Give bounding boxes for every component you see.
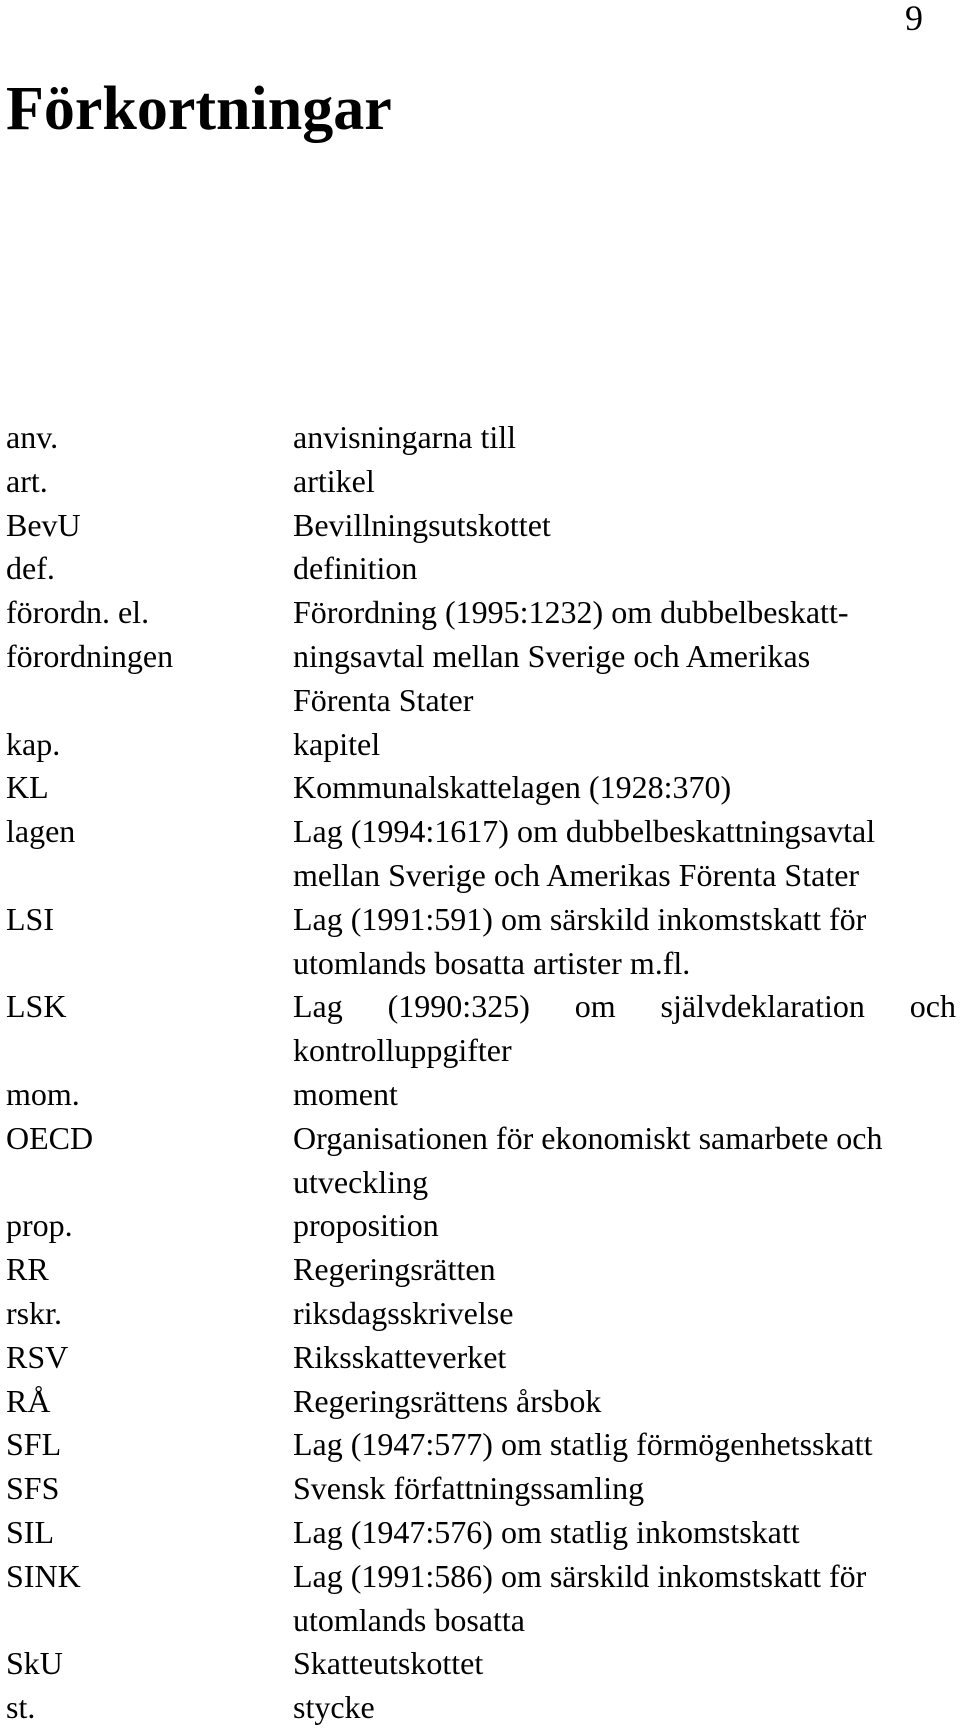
abbreviation-term: [6, 504, 293, 548]
definition-line: artikel: [293, 462, 375, 499]
definition-line: Lag (1947:577) om statlig förmögenhetsskatt: [293, 1426, 873, 1463]
abbreviation-entry: [6, 1073, 956, 1117]
abbreviation-entry: [6, 1380, 956, 1424]
abbreviation-entry: [6, 723, 956, 767]
abbreviation-definition: [293, 460, 956, 504]
definition-line: Riksskatteverket: [293, 1338, 507, 1375]
abbreviation-definition: [293, 1204, 956, 1248]
abbreviation-term-line: SkU: [6, 1645, 63, 1682]
abbreviation-term-line: rskr.: [6, 1294, 62, 1331]
definition-line: Förordning (1995:1232) om dubbelbeskatt-: [293, 594, 849, 631]
abbreviation-entry: [6, 1336, 956, 1380]
abbreviation-term-line: RSV: [6, 1338, 69, 1375]
abbreviation-entry: [6, 1204, 956, 1248]
abbreviation-term-line: LSK: [6, 988, 67, 1025]
abbreviation-term-line: förordn. el.: [6, 594, 150, 631]
definition-line: Regeringsrätten: [293, 1251, 496, 1288]
abbreviation-term: [6, 766, 293, 810]
abbreviation-definition: [293, 1467, 956, 1511]
definition-line: riksdagsskrivelse: [293, 1294, 514, 1331]
abbreviation-definition: [293, 1336, 956, 1380]
abbreviation-definition: [293, 591, 956, 722]
abbreviation-entry: [6, 1555, 956, 1643]
definition-line: Regeringsrättens årsbok: [293, 1382, 602, 1419]
abbreviation-term: [6, 1467, 293, 1511]
abbreviation-term-line: lagen: [6, 813, 76, 850]
abbreviation-definition: [293, 898, 956, 986]
abbreviation-definition: [293, 985, 956, 1073]
definition-line: Organisationen för ekonomiskt samarbete och: [293, 1119, 883, 1156]
abbreviation-entry: [6, 1117, 956, 1205]
abbreviation-term-line: art.: [6, 462, 48, 499]
abbreviation-definition: [293, 1292, 956, 1336]
abbreviation-term: [6, 898, 293, 942]
definition-line: Lag (1990:325) om självdeklaration och: [293, 988, 956, 1025]
abbreviation-definition: [293, 1117, 956, 1205]
abbreviation-term-line: RR: [6, 1251, 49, 1288]
definition-line: utomlands bosatta: [293, 1601, 525, 1638]
abbreviation-term-line: anv.: [6, 419, 59, 455]
abbreviation-entry: [6, 898, 956, 986]
abbreviation-entry: [6, 810, 956, 898]
abbreviation-definition: [293, 723, 956, 767]
abbreviation-term-line: SFL: [6, 1426, 62, 1463]
definition-line: mellan Sverige och Amerikas Förenta Stater: [293, 856, 860, 893]
abbreviation-entry: [6, 1511, 956, 1555]
page-number: 9: [905, 0, 923, 38]
definition-line: Förenta Stater: [293, 681, 474, 718]
abbreviation-entry: [6, 547, 956, 591]
abbreviation-term: [6, 460, 293, 504]
abbreviation-term-line: SIL: [6, 1513, 54, 1550]
abbreviation-term-line: kap.: [6, 725, 61, 762]
abbreviation-term: [6, 1204, 293, 1248]
abbreviation-definition: [293, 1511, 956, 1555]
definition-line: stycke: [293, 1689, 375, 1726]
abbreviation-term-line: KL: [6, 769, 49, 806]
abbreviation-term-line: SINK: [6, 1557, 81, 1594]
definition-line: utomlands bosatta artister m.fl.: [293, 944, 691, 981]
page-title: Förkortningar: [6, 75, 392, 143]
abbreviation-entry: [6, 1248, 956, 1292]
abbreviation-definition: [293, 504, 956, 548]
abbreviation-term-line: BevU: [6, 506, 81, 543]
abbreviation-term: [6, 591, 293, 679]
definition-line: Skatteutskottet: [293, 1645, 484, 1682]
abbreviation-definition: [293, 1555, 956, 1643]
abbreviation-definition: [293, 1423, 956, 1467]
abbreviation-term: [6, 547, 293, 591]
abbreviation-definition: [293, 547, 956, 591]
abbreviation-definition: [293, 1073, 956, 1117]
definition-line: Bevillningsutskottet: [293, 506, 551, 543]
abbreviation-term-line: prop.: [6, 1207, 73, 1244]
abbreviation-entry: [6, 1686, 956, 1730]
definition-line: proposition: [293, 1207, 439, 1244]
abbreviation-entry: [6, 1467, 956, 1511]
definition-line: kontrolluppgifter: [293, 1032, 512, 1069]
definition-line: Lag (1947:576) om statlig inkomstskatt: [293, 1513, 800, 1550]
abbreviation-term: [6, 416, 293, 460]
definition-line: moment: [293, 1075, 398, 1112]
abbreviation-definition: [293, 416, 956, 460]
abbreviation-term: [6, 1511, 293, 1555]
definition-line: utveckling: [293, 1163, 429, 1200]
abbreviation-term: [6, 723, 293, 767]
abbreviation-term: [6, 1292, 293, 1336]
abbreviation-term-line: SFS: [6, 1470, 60, 1507]
definition-line: definition: [293, 550, 418, 587]
abbreviation-entry: [6, 591, 956, 722]
definition-line: Svensk författningssamling: [293, 1470, 645, 1507]
abbreviation-entry: [6, 985, 956, 1073]
definition-line: anvisningarna till: [293, 419, 517, 455]
abbreviation-term: [6, 1686, 293, 1730]
abbreviation-entry: [6, 416, 956, 460]
abbreviation-term: [6, 1248, 293, 1292]
abbreviation-definition: [293, 810, 956, 898]
definition-line: Lag (1994:1617) om dubbelbeskattningsavtal: [293, 813, 876, 850]
abbreviation-term: [6, 1423, 293, 1467]
abbreviation-term-line: RÅ: [6, 1382, 51, 1419]
definition-line: ningsavtal mellan Sverige och Amerikas: [293, 637, 811, 674]
abbreviation-term-line: st.: [6, 1689, 36, 1726]
abbreviation-term: [6, 1117, 293, 1161]
abbreviation-entry: [6, 1292, 956, 1336]
abbreviation-term: [6, 1336, 293, 1380]
abbreviation-term: [6, 1642, 293, 1686]
abbreviation-entry: [6, 766, 956, 810]
abbreviation-term-line: OECD: [6, 1119, 94, 1156]
abbreviation-term-line: LSI: [6, 900, 54, 937]
abbreviation-term: [6, 1073, 293, 1117]
abbreviation-entry: [6, 504, 956, 548]
abbreviation-term: [6, 810, 293, 854]
abbreviation-entry: [6, 1423, 956, 1467]
abbreviation-term-line: förordningen: [6, 637, 174, 674]
abbreviation-definition: [293, 1248, 956, 1292]
abbreviation-definition: [293, 1380, 956, 1424]
abbreviation-entry: [6, 460, 956, 504]
abbreviation-term: [6, 1380, 293, 1424]
abbreviation-definition: [293, 766, 956, 810]
abbreviation-definition: [293, 1686, 956, 1730]
definition-line: Lag (1991:586) om särskild inkomstskatt för: [293, 1557, 867, 1594]
abbreviation-term-line: def.: [6, 550, 55, 587]
abbreviation-entry: [6, 1642, 956, 1686]
definition-line: kapitel: [293, 725, 381, 762]
abbreviation-term: [6, 985, 293, 1029]
abbreviation-term-line: mom.: [6, 1075, 80, 1112]
abbreviation-term: [6, 1555, 293, 1599]
definition-line: Kommunalskattelagen (1928:370): [293, 769, 732, 806]
abbreviation-definition: [293, 1642, 956, 1686]
abbreviation-list: [6, 416, 956, 1730]
definition-line: Lag (1991:591) om särskild inkomstskatt för: [293, 900, 867, 937]
